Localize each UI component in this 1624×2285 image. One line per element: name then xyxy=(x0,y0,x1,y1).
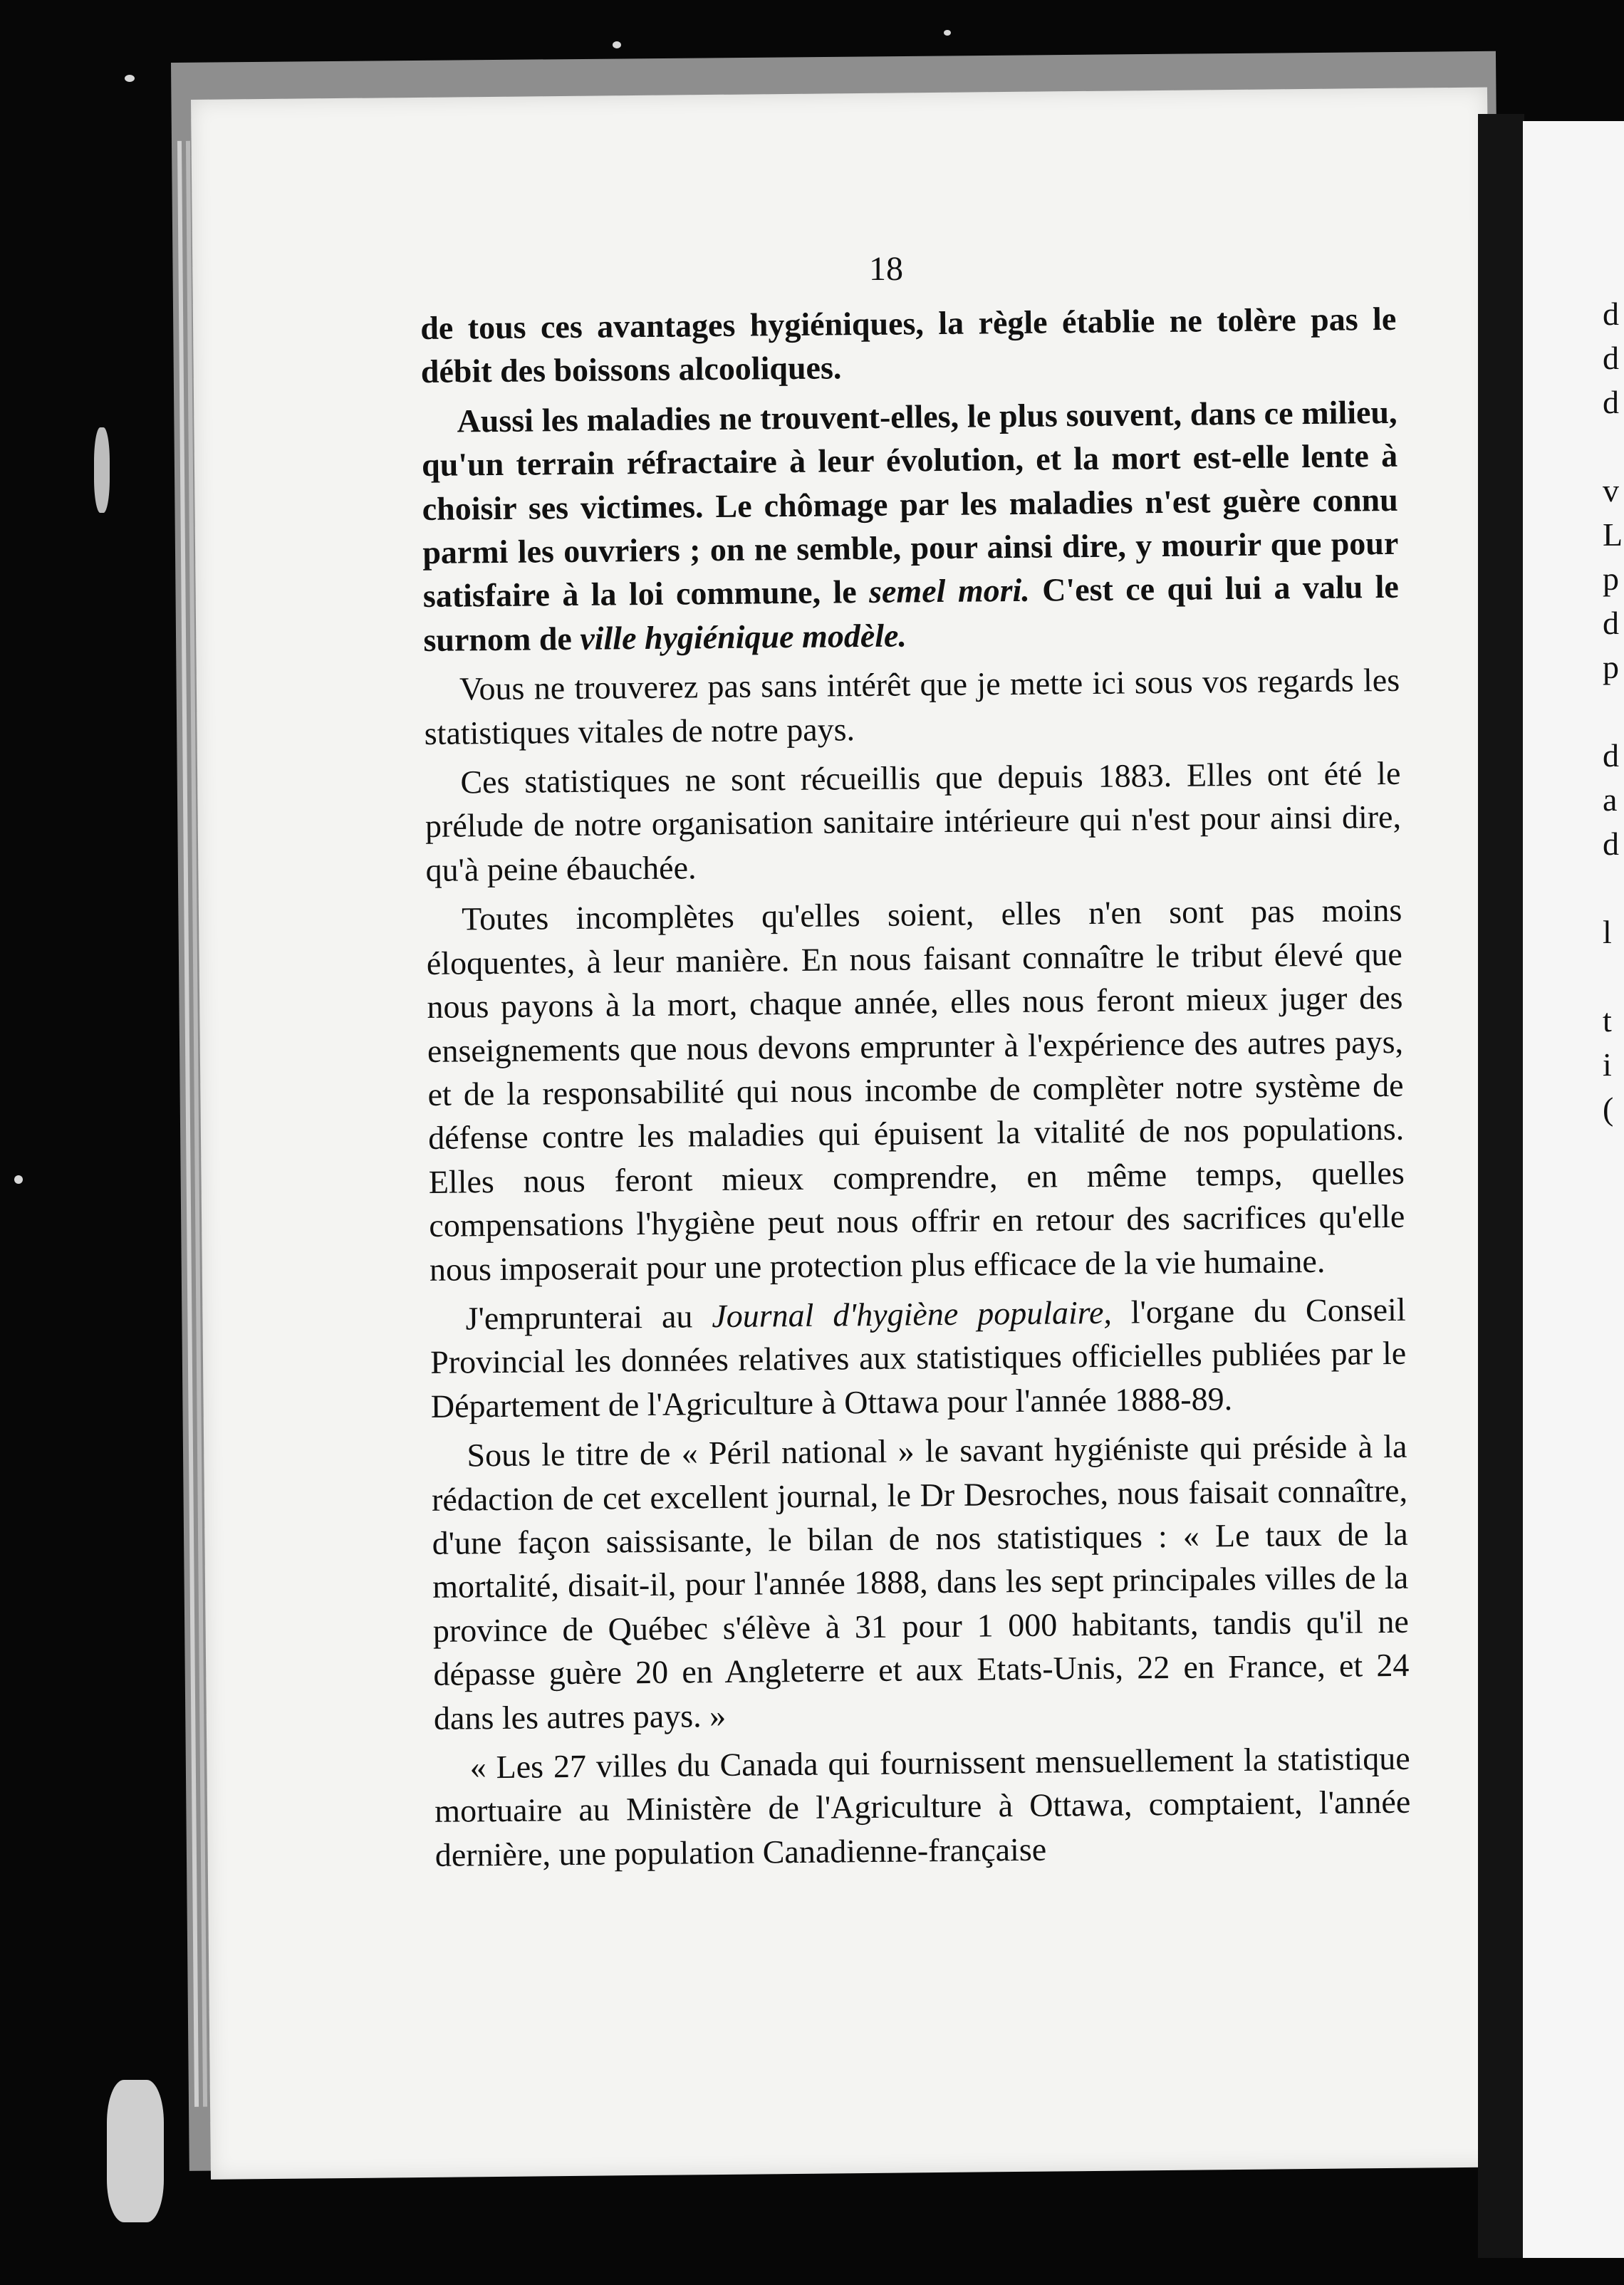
book-gutter xyxy=(1478,114,1524,2258)
facing-letter: d xyxy=(1603,826,1619,862)
journal-title: Journal d'hygiène populaire, xyxy=(712,1294,1113,1335)
scan-speck xyxy=(14,1175,23,1184)
paragraph xyxy=(420,297,1397,394)
facing-letter xyxy=(1603,954,1624,999)
paragraph-text: Vous ne trouverez pas sans intérêt que je mette ici sous vos regards les statistiques vitales de notre pays. xyxy=(424,662,1400,751)
scan-speck xyxy=(944,30,951,36)
scan-speck xyxy=(94,427,110,513)
facing-letter: a xyxy=(1603,781,1618,818)
paragraph-text: J'emprunterai au xyxy=(465,1298,712,1337)
paragraph-text: « Les 27 villes du Canada qui fournissent mensuellement la statistique mortuaire au Ministère de l'Agriculture à Ottawa, comptaient, l'année dernière, une population Canadienne-française xyxy=(434,1739,1411,1873)
latin-phrase: semel mori. xyxy=(868,572,1031,610)
facing-letter: d xyxy=(1603,296,1619,332)
paragraph xyxy=(424,658,1400,755)
facing-letter: d xyxy=(1603,737,1619,774)
facing-letter: t xyxy=(1603,1002,1612,1039)
facing-letter xyxy=(1603,425,1624,469)
facing-letter: d xyxy=(1603,384,1619,420)
paragraph-text: de tous ces avantages hygiéniques, la règle établie ne tolère pas le débit des boissons alcooliques. xyxy=(420,300,1397,390)
facing-letter: d xyxy=(1603,605,1619,641)
facing-letter: p xyxy=(1603,561,1619,597)
paragraph-text: l'organe du Conseil Provincial les données relatives aux statistiques officielles publiées par le Département de l'Agriculture à Ottawa pour l'année 1888-89. xyxy=(430,1291,1407,1425)
facing-letter: ( xyxy=(1603,1091,1614,1127)
facing-letter: d xyxy=(1603,340,1619,376)
facing-page-text xyxy=(1603,292,1624,1131)
paragraph xyxy=(426,888,1405,1291)
paragraph xyxy=(421,390,1399,662)
facing-letter: l xyxy=(1603,914,1612,950)
facing-letter: p xyxy=(1603,649,1619,685)
scan-speck xyxy=(125,75,135,82)
paragraph-text: C'est ce qui lui a valu le surnom de xyxy=(423,568,1400,658)
emphasized-phrase: ville hygiénique modèle. xyxy=(580,617,907,657)
paragraph-text: Le chômage par les maladies n'est guère connu parmi les ouvriers ; on ne semble, pour ainsi dire, y mourir que pour satisfaire à la loi commune, le xyxy=(422,481,1399,615)
facing-letter: L xyxy=(1603,516,1623,553)
facing-letter xyxy=(1603,689,1624,734)
paragraph-text: Toutes incomplètes qu'elles soient, elles n'en sont pas moins éloquentes, à leur manière. En nous faisant connaître le tribut élevé que nous payons à la mort, chaque année, elles nous feront mieux juger des enseignements que nous devons emprunter à l'expérience des autres pays, et de la responsabilité qui nous incombe de complèter notre système de défense contre les maladies qui épuisent la vitalité de nos populations. Elles nous feront mieux comprendre, en même temps, quelles compensations l'hygiène peut nous offrir en retour des sacrifices qu'elle nous imposerait pour une protection plus efficace de la vie humaine. xyxy=(426,892,1405,1288)
facing-letter: i xyxy=(1603,1046,1612,1083)
paragraph-text: Ces statistiques ne sont récueillis que depuis 1883. Elles ont été le prélude de notre organisation sanitaire intérieure qui n'est pour ainsi dire, qu'à peine ébauchée. xyxy=(425,754,1402,888)
facing-letter xyxy=(1603,866,1624,910)
paragraph xyxy=(430,1288,1407,1428)
scan-speck xyxy=(107,2080,164,2222)
page-body-text xyxy=(420,297,1411,1883)
paragraph xyxy=(431,1425,1410,1740)
facing-letter: v xyxy=(1603,472,1619,509)
paragraph-text: Aussi les maladies ne trouvent-elles, le plus souvent, dans ce milieu, qu'un terrain réfractaire à leur évolution, et la mort est-elle lente à choisir ses victimes. xyxy=(421,393,1398,527)
page-number: 18 xyxy=(869,250,903,288)
paragraph xyxy=(425,751,1402,892)
scan-speck xyxy=(613,41,621,48)
paragraph-text: Sous le titre de « Péril national » le savant hygiéniste qui préside à la rédaction de cet excellent journal, le Dr Desroches, nous faisait connaître, d'une façon saissisante, le bilan de nos statistiques : « Le taux de la mortalité, disait-il, pour l'année 1888, dans les sept principales villes de la province de Québec s'élève à 31 pour 1 000 habitants, tandis qu'il ne dépasse guère 20 en Angleterre et aux Etats-Unis, 22 en France, et 24 dans les autres pays. » xyxy=(431,1427,1410,1737)
paragraph xyxy=(434,1737,1411,1877)
